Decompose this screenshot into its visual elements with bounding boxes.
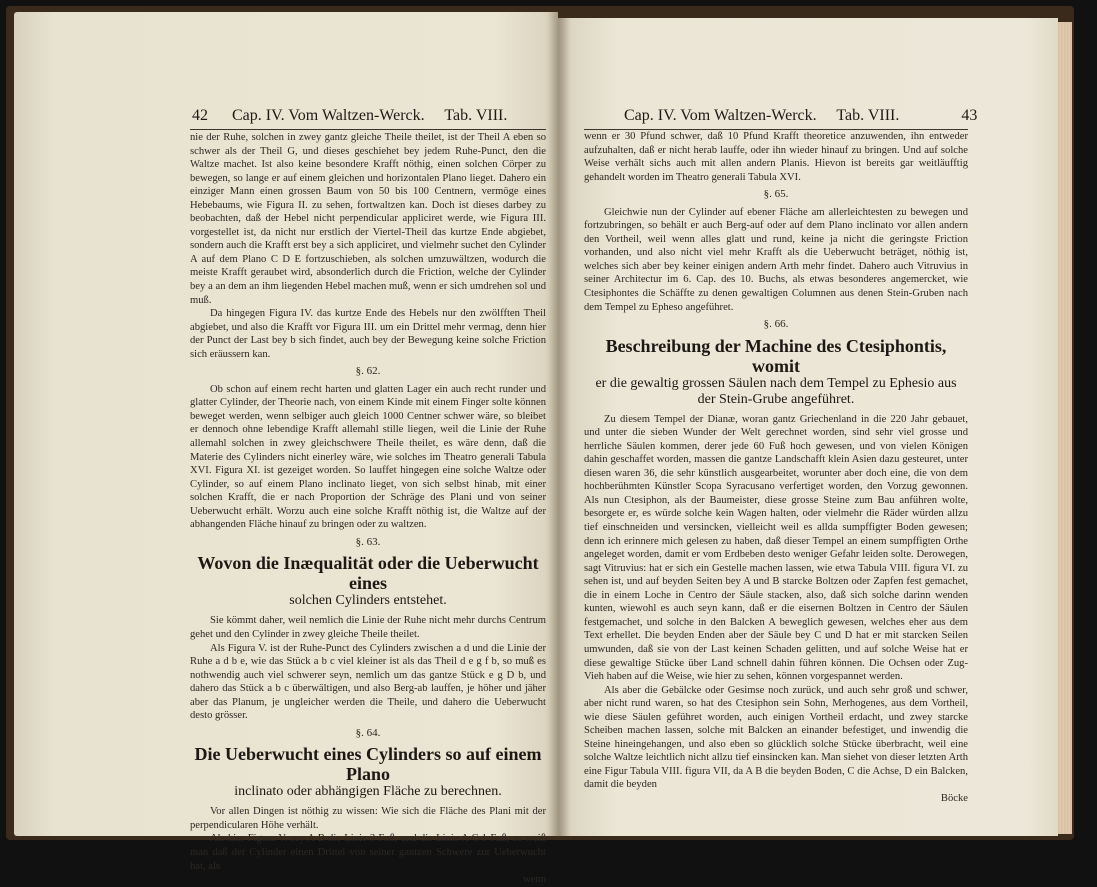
section-subheading: der Stein-Grube angeführet. xyxy=(697,391,855,407)
right-page-header xyxy=(624,107,977,125)
section-number: §. 64. xyxy=(355,726,381,739)
paragraph: Ob schon auf einem recht harten und glatten Lager ein auch recht runder und glatter Cylinder, der Theorie nach, von einem Kinde mit einem Finger solte können beweget werden, wenn selbiger auch gleich 1000 Centner schwer wäre, so bleibet er dennoch ohne lebendige Krafft allemahl stille liegen, weil die Linie der Ruhe allemahl solchen in zwey gleichschwere Theile theilet, es wäre denn, daß die Materie des Cylinders nicht einerley wäre, wie solches im Theatro generali Tabula XVI. Figura XI. ist gezeiget worden. So lauffet hingegen eine solche Waltze oder Cylinder, so auf einem Plano inclinato lieget, von sich selbst hinab, mit einer solchen Krafft, die er nach Proportion der Schräge des Plani und von seiner Ueberwucht erhält. Worzu auch eine solche Krafft nöthig ist, die Waltze auf der abhangenden Fläche hinauf zu bringen oder zu waltzen. xyxy=(190,383,546,531)
left-header-rule xyxy=(190,129,546,130)
section-heading: Beschreibung der Machine des Ctesiphontis, womit xyxy=(605,335,947,376)
left-page-text xyxy=(190,131,546,887)
paragraph: Da hingegen Figura IV. das kurtze Ende des Hebels nur den zwölfften Theil abgiebet, und also die Krafft vor Figura III. um ein Drittel mehr vermag, denn hier der Punct der Last bey b sich findet, auch bey der Bewegung keine solche Friction sich eräussern kan. xyxy=(190,308,546,360)
section-number: §. 63. xyxy=(355,535,381,548)
left-header-title: Cap. IV. Vom Waltzen-Werck. xyxy=(232,107,425,124)
catchword: Böcke xyxy=(940,792,968,804)
section-number: §. 66. xyxy=(763,318,789,331)
section-subheading: inclinato oder abhängigen Fläche zu berechnen. xyxy=(234,784,502,800)
section-subheading: solchen Cylinders entstehet. xyxy=(289,593,447,609)
section-number: §. 62. xyxy=(355,365,381,378)
paragraph: Als Figura V. ist der Ruhe-Punct des Cylinders zwischen a d und die Linie der Ruhe a d b e, wie das Stück a b c viel kleiner ist als das Theil d e g f b, so muß es nothwendig auch viel schwerer seyn, nemlich um das gantze Stück e g D b, und dahero das Stück a b c überwältigen, und also Berg-ab lauffen, je höher und jäher aber das Planum, je ungleicher werden die Theile, und dahero die Ueberwucht desto grösser. xyxy=(190,642,546,722)
left-header-plate: Tab. VIII. xyxy=(444,107,508,124)
left-page-header xyxy=(192,107,507,125)
paragraph: Vor allen Dingen ist nöthig zu wissen: Wie sich die Fläche des Plani mit der perpendicularen Höhe verhält. xyxy=(190,806,546,831)
catchword: wenn xyxy=(523,874,546,886)
right-page-text xyxy=(584,130,968,806)
right-page xyxy=(558,18,1058,836)
paragraph: wenn er 30 Pfund schwer, daß 10 Pfund Krafft theoretice anzuwenden, ihn entweder aufzuhalten, daß er nicht herab lauffe, oder ihn wieder hinauf zu bringen. Und auf solche Weise verhält sichs auch mit allen andern Planis. Hievon ist bereits gar weitläufftig gehandelt worden im Theatro generali Tabula XVI. xyxy=(584,131,968,183)
left-page xyxy=(14,12,558,886)
paragraph: nie der Ruhe, solchen in zwey gantz gleiche Theile theilet, ist der Theil A eben so schwer als der Theil G, und dieses geschiehet bey jedem Ruhe-Punct, den die Waltze machet. Ist also keine besondere Krafft nöthig, einen solchen Cörper zu bewegen, so lange er auf einem gleichen und horizontalen Plano lieget. Dahero ein einziger Mann einen grossen Baum von 50 bis 100 Centnern, vermöge eines Hebebaums, wie Figura II. zu sehen, fortwaltzen kan. Doch ist dieses darbey zu beobachten, daß der Hebel nicht perpendicular appliciret werde, wie Figura III. vorgestellet ist, da nicht nur erstlich der Viertel-Theil das kurtze Ende abgiebet, sondern auch die Krafft erst bey a sich appliciret, und vielmehr suchet den Cylinder A auf dem Plano C D E fortzuschieben, als solchen umzuwältzen, wodurch die meiste Krafft geraubet wird, absonderlich durch die Friction, welche der Cylinder bey a an dem an ihm liegenden Hebel machen muß, wenn er sich umdrehen sol und muß. xyxy=(190,132,546,306)
left-page-number: 42 xyxy=(192,107,208,124)
section-subheading: er die gewaltig grossen Säulen nach dem Tempel zu Ephesio aus xyxy=(595,375,957,391)
section-heading: Die Ueberwucht eines Cylinders so auf einem Plano xyxy=(194,744,542,785)
paragraph: Sie kömmt daher, weil nemlich die Linie der Ruhe nicht mehr durchs Centrum gehet und den Cylinder in zwey gleiche Theile theilet. xyxy=(190,615,546,640)
paragraph: Gleichwie nun der Cylinder auf ebener Fläche am allerleichtesten zu bewegen und fortzubringen, so behält er auch Berg-auf oder auf dem Plano inclinato vor allen andern den Vortheil, weil wenn alles glatt und rund, keine ja nicht die geringste Friction vorhanden, und also nicht viel mehr Krafft als die Ueberwucht beträget, nöthig ist, welches sich aber bey keiner einigen andern Arth mehr findet. Dahero auch Vitruvius in seiner Architectur im 6. Cap. des 10. Buchs, als etwas besonderes angemercket, wie Ctesiphontes die Schäffte zu denen gewaltigen Columnen aus denen Stein-Gruben nach dem Tempel zu Epheso angeführet. xyxy=(584,206,968,313)
paragraph: Als aber die Gebälcke oder Gesimse noch zurück, und auch sehr groß und schwer, aber nicht rund waren, so hat des Ctesiphon sein Sohn, Merhogenes, aus dem Vortheil, wie diese Säulen geführet worden, auch einigen Vortheil erdacht, und zwey starcke Scheiben machen lassen, solche mit Balcken an einander befestiget, und inwendig die Steine hineingehangen, und also eben so glücklich solche Stücke überbracht, weil eine solche Waltze leichtlich nicht allzu tief einsincken kan. Man siehet von dieser letzten Arth eine Figur Tabula VIII. figura VII, da A B die beyden Boden, C die Achse, D ein Balcken, damit die beyden xyxy=(584,684,968,791)
section-number: §. 65. xyxy=(763,188,789,201)
right-header-title: Cap. IV. Vom Waltzen-Werck. xyxy=(624,107,817,124)
paragraph: Zu diesem Tempel der Dianæ, woran gantz Griechenland in die 220 Jahr gebauet, und unter die sieben Wunder der Welt gerechnet worden, sind sehr viel grosse und herrliche Säulen kommen, derer jede 60 Fuß hoch gewesen, und von vielen Königen dahin geschaffet worden, massen die gantze Landschafft klein Asien dazu gesteuret, unter diesen waren 36, die sehr künstlich ausgearbeitet, worunter aber doch eine, die von dem hochberühmten Künstler Scopa Syracusano verfertiget worden, den Vorzug gewonnen. Als nun Ctesiphon, als der Baumeister, diese grosse Steine zum Bau anführen wolte, besorgete er, es würde solche kein Wagen halten, oder vielmehr die Räder würden allzu tief einschneiden und versincken, vielleicht weil es allda sumpffigter Boden gewesen; denn ich erinnere mich gelesen zu haben, daß dieser Tempel an einem sumpffigten Orthe angeleget worden, damit er vom Erdbeben desto weniger Gefahr leiden solte. Derowegen, sagt Vitruvius: hat er sich ein Gestelle machen lassen, wie etwa Tabula VIII. figura VI. zu sehen ist, und auf beyden Seiten bey A und B starcke Boltzen oder Zapfen fest gemachet, die in einem Loche in Centro der Säule stacken, also, daß sich solche darinn wenden kunten, wiewohl es auch seyn kann, daß er die eisernen Boltzen in Centro der Säulen festgemachet, und solche in den Balcken A beweglich gewesen, welches eher aus dem Text erhellet. Die beyden Enden aber der Säule bey C und D hat er mit starcken Seilen umwunden, daß sie von der Last keinen Schaden gelitten, und auf solche Weise hat er diese gewaltige Stücke über Land schnell dahin führen können. Die Ochsen oder Zug-Vieh haben auf die Weise, wie hier zu sehen, können vorgespannet werden. xyxy=(584,413,968,683)
section-heading: Wovon die Inæqualität oder die Ueberwucht eines xyxy=(197,553,539,594)
gutter-shadow xyxy=(548,12,570,836)
right-header-plate: Tab. VIII. xyxy=(836,107,900,124)
paragraph: Als hier Figura V. sey A B die Linie 3 Fuß, und die Linie A C 1 Fuß, so weiß man daß der Cylinder einen Drittel von seiner gantzen Schwere zur Ueberwucht hat, als xyxy=(190,833,546,872)
right-page-number: 43 xyxy=(961,107,978,124)
